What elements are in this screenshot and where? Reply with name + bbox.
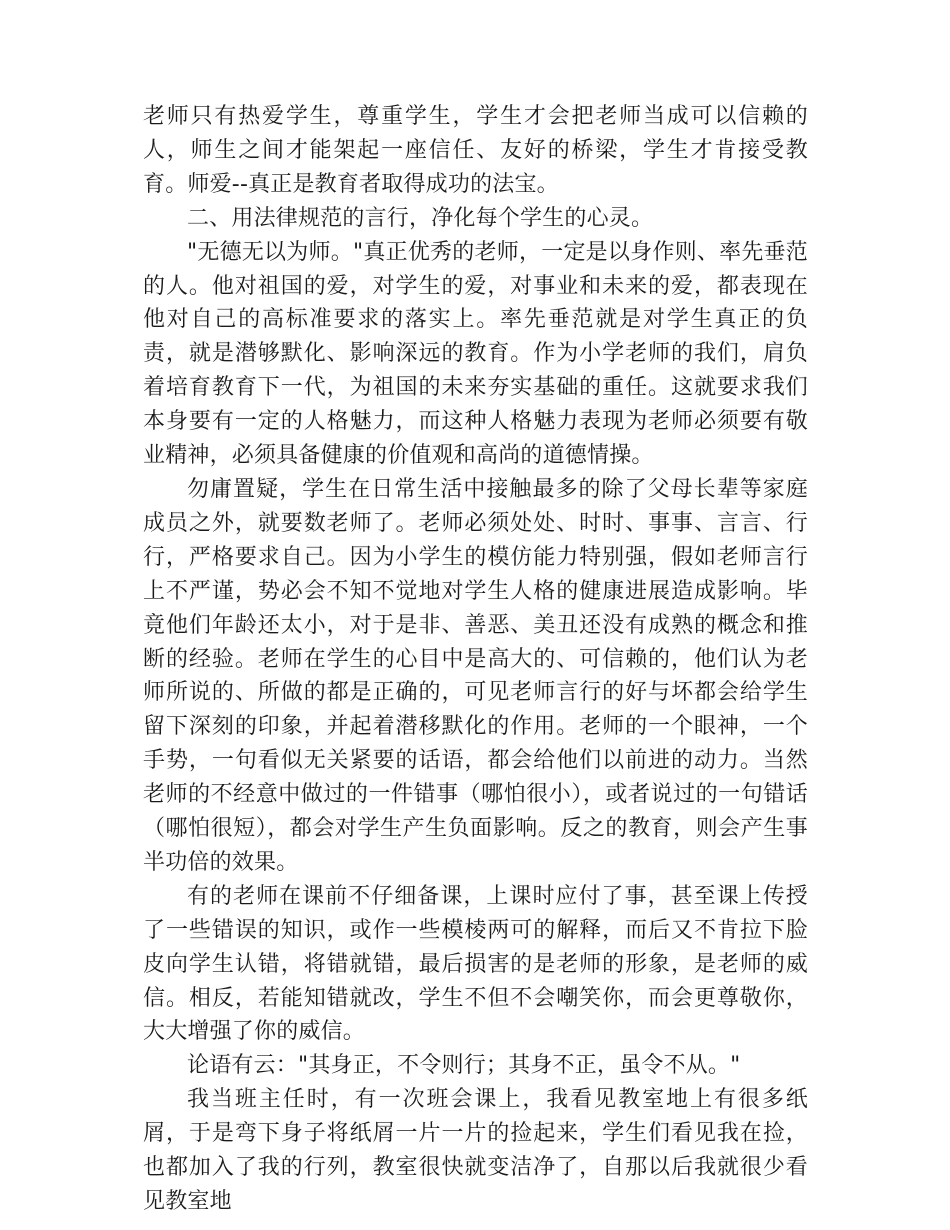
paragraph-5: 我当班主任时，有一次班会课上，我看见教室地上有很多纸屑，于是弯下身子将纸屑一片一片的捡起来，学生们看见我在捡，也都加入了我的行列，教室很快就变洁净了，自那以后我就很少看见教室地 <box>143 1087 808 1214</box>
quote-paragraph: 论语有云："其身正，不令则行；其身不正，虽令不从。" <box>187 1053 741 1079</box>
paragraph-3: 勿庸置疑，学生在日常生活中接触最多的除了父母长辈等家庭成员之外，就要数老师了。老师必须处处、时时、事事、言言、行行，严格要求自己。因为小学生的模仿能力特别强，假如老师言行上不严谨，势必会不知不觉地对学生人格的健康进展造成影响。毕竟他们年龄还太小，对于是非、善恶、美丑还没有成熟的概念和推断的经验。老师在学生的心目中是高大的、可信赖的，他们认为老师所说的、所做的都是正确的，可见老师言行的好与坏都会给学生留下深刻的印象，并起着潜移默化的作用。老师的一个眼神，一个手势，一句看似无关紧要的话语，都会给他们以前进的动力。当然老师的不经意中做过的一件错事（哪怕很小），或者说过的一句错话（哪怕很短），都会对学生产生负面影响。反之的教育，则会产生事半功倍的效果。 <box>143 476 808 875</box>
paragraph-1: 老师只有热爱学生，尊重学生，学生才会把老师当成可以信赖的人，师生之间才能架起一座信任、友好的桥梁，学生才肯接受教育。师爱--真正是教育者取得成功的法宝。 <box>143 104 808 197</box>
section-heading: 二、用法律规范的言行，净化每个学生的心灵。 <box>187 205 654 231</box>
paragraph-4: 有的老师在课前不仔细备课，上课时应付了事，甚至课上传授了一些错误的知识，或作一些模棱两可的解释，而后又不肯拉下脸皮向学生认错，将错就错，最后损害的是老师的形象，是老师的威信。相反，若能知错就改，学生不但不会嘲笑你，而会更尊敬你，大大增强了你的威信。 <box>143 883 808 1045</box>
document-body <box>143 100 808 1219</box>
paragraph-2: "无德无以为师。"真正优秀的老师，一定是以身作则、率先垂范的人。他对祖国的爱，对学生的爱，对事业和未来的爱，都表现在他对自己的高标准要求的落实上。率先垂范就是对学生真正的负责，就是潜够默化、影响深远的教育。作为小学老师的我们，肩负着培育教育下一代，为祖国的未来夯实基础的重任。这就要求我们本身要有一定的人格魅力，而这种人格魅力表现为老师必须要有敬业精神，必须具备健康的价值观和高尚的道德情操。 <box>143 239 808 469</box>
